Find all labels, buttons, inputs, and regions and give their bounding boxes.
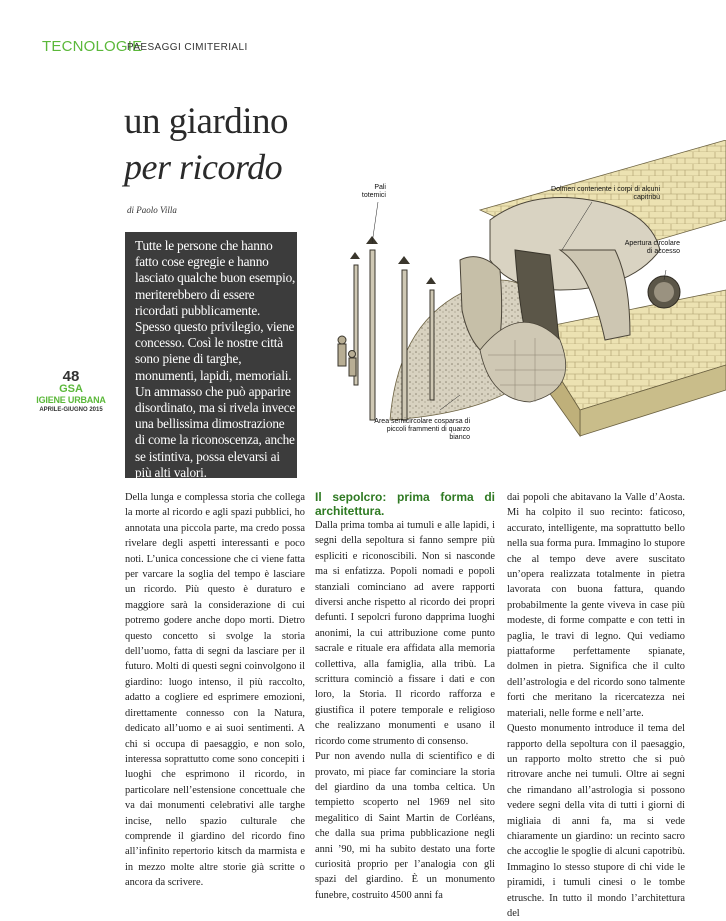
section-label: TECNOLOGIE (42, 38, 143, 55)
label-pali-totemici: Pali totemici (361, 184, 386, 199)
label-apertura: Apertura circolare di accesso (624, 240, 680, 255)
paragraph: Dalla prima tomba ai tumuli e alle lapidi, i segni della sepoltura si fanno sempre più espliciti e riconoscibili. Non si nasconde ma si enfatizza. Popoli nomadi e popoli stanziali cominciano ad avere rapporti diversi anche rispetto al ricordo dei propri defunti. I sepolcri furono dapprima luoghi anonimi, la cui attribuzione come punto sacrale e rituale era affidata alla memoria collettiva, alla famiglia, alla tribù. La scrittura cominciò a fissare i dati e con loro, la Storia. Il ricordo rafforza e giustifica il potere temporale e religioso che realizzano monumenti e usano il ricordo come strumento di consenso. (315, 520, 495, 747)
pullquote-text: Tutte le persone che hanno fatto cose egregie e hanno lasciato qualche buon esempio, meriterebbero di essere ricordati pubblicamente. Spesso questo privilegio, viene concesso. Così le nostre città sono piene di targhe, monumenti, lapidi, memoriali. Un ammasso che può apparire disordinato, ma si rivela invece una bellissima dimostrazione di come la riconoscenza, anche se istintiva, possa elevarsi ai più alti valori. (135, 238, 296, 480)
label-dolmen: Dolmen contenente i corpi di alcuni capitribù (551, 186, 660, 201)
byline: di Paolo Villa (127, 205, 177, 215)
pullquote-box (125, 232, 297, 478)
page-number: 48 (62, 368, 80, 385)
paragraph: Questo monumento introduce il tema del rapporto della sepoltura con il paesaggio, un rapporto molto stretto che si può ritrovare anche nei tumuli. Oltre ai segni che rimandano all’astrologia si possono vedere segni della vita di tutti i giorni di migliaia di anni fa, ma si vede chiaramente un giardino: un recinto sacro che accoglie le spoglie di alcuni capotribù. Immagino lo stesso stupore di chi vide le piramidi, i tumuli cinesi o le tombe etrusche. In tutto il mondo l’architettura del (507, 723, 685, 919)
text-column-1 (125, 490, 305, 891)
dolmen-illustration (330, 140, 726, 470)
article-title-line2: per ricordo (124, 147, 283, 187)
article-title-line1: un giardino (124, 101, 289, 142)
issue-date: APRILE-GIUGNO 2015 (39, 407, 103, 413)
section-heading: Il sepolcro: prima forma di architettura. (315, 490, 495, 518)
paragraph: Pur non avendo nulla di scientifico e di provato, mi piace far cominciare la storia del giardino da una tomba celtica. Un tempietto scoperto nel 1969 nel sito megalitico di Saint Martin de Corléans, che dalla sua prima pubblicazione negli anni ’90, mi ha subito destato una forte curiosità proprio per l’analogia con gli spazi del giardino. È un monumento funebre, costruito 4500 anni fa (315, 751, 495, 901)
folio (36, 369, 106, 414)
text-column-2 (315, 490, 495, 903)
paragraph: dai popoli che abitavano la Valle d’Aosta. Mi ha colpito il suo recinto: faticoso, accurato, intelligente, ma soprattutto bello nella sua forma pura. Immagino lo stupore che al tempo deve avere suscitato un’opera realizzata totalmente in pietra lavorata con buona fattura, quando probabilmente la gente viveva in case più modeste, di forme compatte e con tetti in paglia, le travi di legno. Qui vediamo piattaforme perfettamente spianate, dolmen in pietra. Significa che il culto dell’astrologia e del ricordo sono talmente forti che meritano la ricercatezza nei materiali, nelle forme e nell’arte. (507, 492, 685, 719)
label-area: Area semicircolare cosparsa di piccoli frammenti di quarzo bianco (374, 418, 470, 441)
paragraph: Della lunga e complessa storia che collega la morte al ricordo e agli spazi pubblici, ho annotata una piccola parte, ma credo possa rivelare degli aspetti interessanti e poco noti. L’unica concessione che ci viene fatta per varcare la soglia del tempo è lasciare un ricordo. Più questo è duraturo e maggiore sarà la considerazione di cui potremo godere anche dopo morti. Dietro questo concetto si svolge la storia dell’uomo, fatta di segni da lasciare per il futuro. Molti di questi segni coinvolgono il giardino: luogo intenso, il più raccolto, adatto a cogliere ed esprimere emozioni, direttamente connesso con la Natura, dedicato all’uomo e ai suoi sentimenti. A chi si occupa di paesaggio, e non solo, interessa soprattutto come sono concepiti i luoghi che esprimono il ricordo, in particolare nell’estensione concettuale che va dai monumenti celebrativi alle targhe incise, nello spazio culturale che comprende il giardino del ricordo fino all’infinito repertorio kitsch da marmista e in mezzo molte altre storie già scritte o ancora da scrivere. (125, 492, 305, 889)
brand-logo: GSA (59, 383, 83, 395)
subsection-label: PAESAGGI CIMITERIALI (127, 42, 248, 53)
magazine-name: IGIENE URBANA (36, 395, 106, 405)
text-column-3 (507, 490, 685, 921)
